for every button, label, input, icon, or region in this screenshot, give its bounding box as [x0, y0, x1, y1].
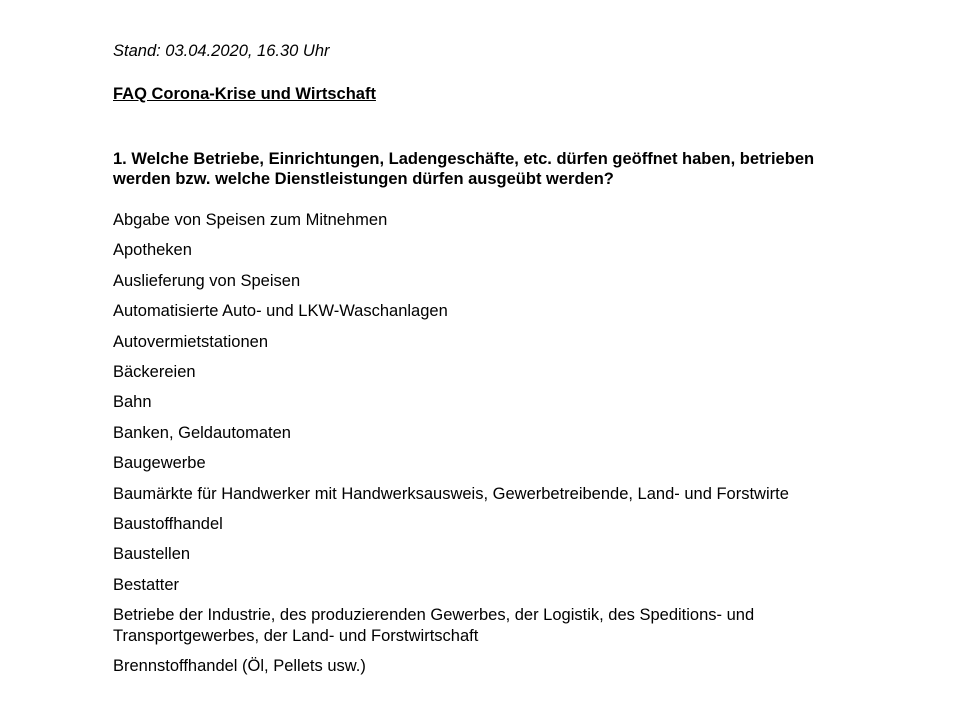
- business-list: [113, 210, 823, 686]
- list-item: Bahn: [113, 393, 152, 412]
- list-item: Baustellen: [113, 545, 191, 564]
- list-item: Baumärkte für Handwerker mit Handwerksausweis, Gewerbetreibende, Land- und Forstwirte: [113, 484, 789, 503]
- list-item: Autovermietstationen: [113, 332, 269, 351]
- list-item: Apotheken: [113, 241, 192, 260]
- list-item: Banken, Geldautomaten: [113, 423, 291, 442]
- list-item: Brennstoffhandel (Öl, Pellets usw.): [113, 656, 366, 675]
- list-item: Baustoffhandel: [113, 514, 223, 533]
- list-item: Bestatter: [113, 575, 180, 594]
- list-item: Automatisierte Auto- und LKW-Waschanlagen: [113, 302, 448, 321]
- document-body: [113, 0, 833, 720]
- list-item: Baugewerbe: [113, 454, 206, 473]
- question-heading: 1. Welche Betriebe, Einrichtungen, Ladengeschäfte, etc. dürfen geöffnet haben, betrieben werden bzw. welche Dienstleistungen dürfen ausgeübt werden?: [113, 150, 815, 188]
- list-item: Betriebe der Industrie, des produzierenden Gewerbes, der Logistik, des Speditions- und Transportgewerbes, der Land- und Forstwirtschaft: [113, 606, 755, 645]
- list-item: Bäckereien: [113, 362, 196, 381]
- document-title: FAQ Corona-Krise und Wirtschaft: [113, 85, 376, 103]
- list-item: Auslieferung von Speisen: [113, 271, 301, 290]
- list-item: Abgabe von Speisen zum Mitnehmen: [113, 211, 388, 229]
- stand-date: Stand: 03.04.2020, 16.30 Uhr: [113, 42, 330, 60]
